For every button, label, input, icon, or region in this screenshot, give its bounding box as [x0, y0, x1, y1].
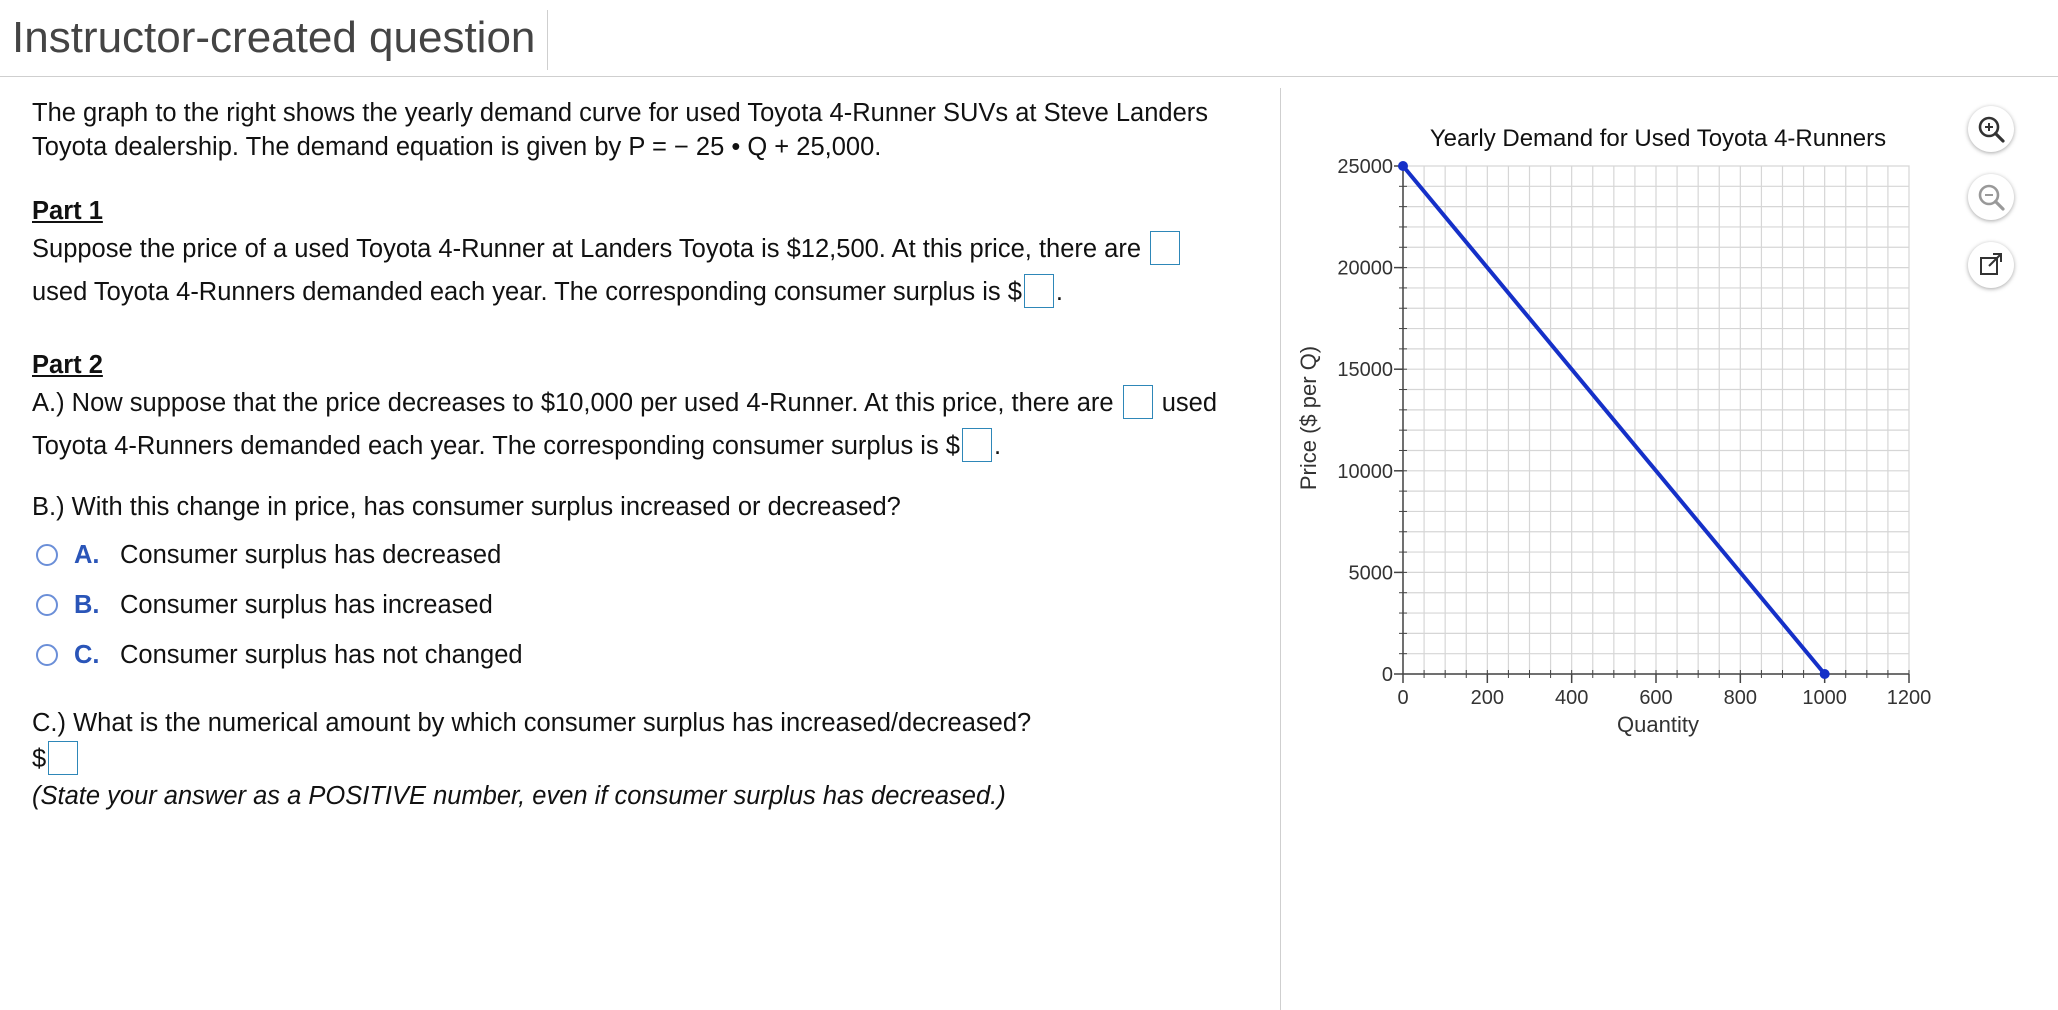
part1-heading: Part 1: [32, 197, 103, 225]
x-tick-label: 800: [1723, 687, 1758, 709]
part2a-surplus-input[interactable]: [962, 428, 992, 462]
radio-button[interactable]: [36, 644, 58, 666]
y-tick-label: 15000: [1337, 359, 1393, 382]
y-axis-label: Price ($ per Q): [1296, 345, 1321, 491]
x-tick-label: 600: [1639, 687, 1673, 709]
intro-line-2: Toyota dealership. The demand equation is given by P = − 25 • Q + 25,000.: [32, 133, 882, 161]
pane-divider: [1280, 88, 1281, 1010]
popout-button[interactable]: [1968, 242, 2014, 288]
choice-text: Consumer surplus has decreased: [120, 541, 502, 569]
chart-panel: [1282, 100, 2058, 760]
x-tick-label: 200: [1470, 687, 1505, 709]
choice-list: [32, 530, 1272, 680]
demand-chart: [1282, 100, 2058, 760]
chart-title: Yearly Demand for Used Toyota 4-Runners: [1429, 125, 1887, 152]
intro-text: [32, 96, 1272, 164]
radio-button[interactable]: [36, 544, 58, 566]
choice-text: Consumer surplus has not changed: [120, 641, 523, 669]
part2-heading: Part 2: [32, 351, 103, 379]
x-tick-label: 0: [1397, 687, 1409, 709]
part2a-quantity-input[interactable]: [1123, 385, 1153, 419]
part1-quantity-input[interactable]: [1150, 231, 1180, 265]
choice-c[interactable]: [32, 630, 1272, 680]
part2c-note: (State your answer as a POSITIVE number, even if consumer surplus has decreased.): [32, 782, 1006, 811]
part2c-amount-input[interactable]: [48, 741, 78, 775]
period: .: [993, 432, 1002, 460]
y-tick-label: 0: [1381, 664, 1393, 686]
part2a-line2: Toyota 4-Runners demanded each year. The corresponding consumer surplus is $: [32, 432, 960, 460]
zoom-in-icon: [1976, 114, 2006, 144]
choice-b[interactable]: [32, 580, 1272, 630]
demand-curve-point: [1398, 161, 1408, 171]
page-title: Instructor-created question: [12, 10, 548, 70]
y-tick-label: 10000: [1337, 460, 1393, 483]
radio-button[interactable]: [36, 594, 58, 616]
part2a-line1-end: used: [1161, 389, 1218, 417]
part2b-prompt: B.) With this change in price, has consumer surplus increased or decreased?: [32, 493, 901, 521]
part2a-line1: A.) Now suppose that the price decreases to $10,000 per used 4-Runner. At this price, there are: [32, 389, 1114, 417]
period: .: [1055, 278, 1063, 306]
y-tick-label: 20000: [1337, 257, 1393, 280]
part1-line1: Suppose the price of a used Toyota 4-Runner at Landers Toyota is $12,500. At this price, there are: [32, 235, 1142, 263]
zoom-out-icon: [1976, 182, 2006, 212]
choice-text: Consumer surplus has increased: [120, 591, 493, 619]
choice-letter: B.: [74, 591, 100, 619]
zoom-in-button[interactable]: [1968, 106, 2014, 152]
demand-curve-point: [1820, 669, 1830, 679]
part1-surplus-input[interactable]: [1024, 274, 1054, 308]
choice-letter: A.: [74, 541, 100, 569]
part2a-body: [32, 382, 1272, 468]
dollar-sign: $: [32, 745, 47, 773]
intro-line-1: The graph to the right shows the yearly demand curve for used Toyota 4-Runner SUVs at Steve Landers: [32, 99, 1209, 127]
x-tick-label: 400: [1554, 687, 1589, 709]
part2c-prompt: C.) What is the numerical amount by which consumer surplus has increased/decreased?: [32, 709, 1032, 737]
choice-letter: C.: [74, 641, 100, 669]
y-tick-label: 5000: [1348, 562, 1393, 585]
external-link-icon: [1977, 251, 2005, 279]
part1-body: [32, 228, 1272, 314]
y-tick-label: 25000: [1337, 156, 1393, 178]
title-bar: [0, 0, 2058, 77]
x-tick-label: 1200: [1886, 687, 1932, 709]
x-tick-label: 1000: [1802, 687, 1847, 709]
zoom-out-button[interactable]: [1968, 174, 2014, 220]
choice-a[interactable]: [32, 530, 1272, 580]
part1-line2: used Toyota 4-Runners demanded each year. The corresponding consumer surplus is $: [32, 278, 1022, 306]
question-pane: [32, 96, 1272, 813]
part2c-answer-row: [32, 742, 1272, 777]
x-axis-label: Quantity: [1617, 712, 1699, 737]
